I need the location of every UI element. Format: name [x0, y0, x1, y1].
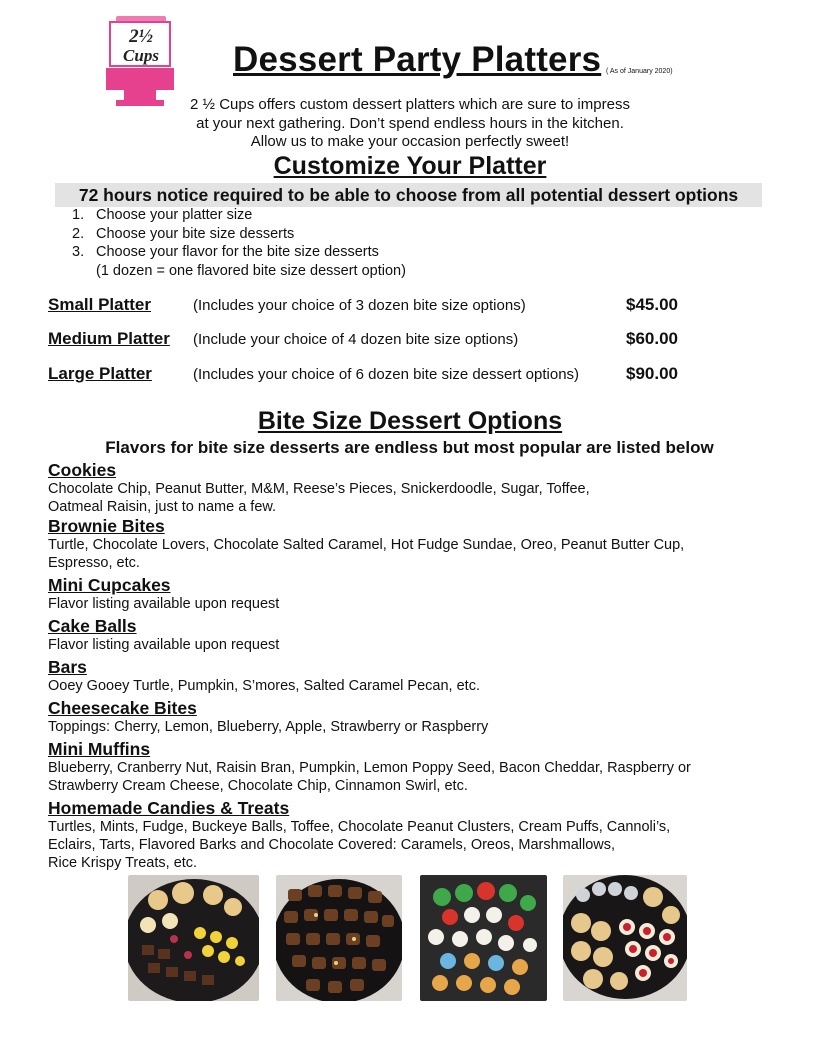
platter-desc: (Includes your choice of 6 dozen bite size dessert options): [193, 366, 580, 383]
intro-line: at your next gathering. Don’t spend endless hours in the kitchen.: [196, 114, 624, 132]
cupcakes-platter-photo: [420, 875, 547, 1001]
logo-text-bottom: Cups: [123, 46, 159, 65]
platter-name: Large Platter: [48, 364, 152, 383]
customize-heading: Customize Your Platter: [273, 152, 547, 180]
step-item: 3. Choose your flavor for the bite size desserts: [72, 244, 379, 260]
as-of-date: ( As of January 2020): [606, 68, 673, 75]
category-title: Bars: [48, 657, 87, 677]
category-text: Blueberry, Cranberry Nut, Raisin Bran, Pumpkin, Lemon Poppy Seed, Bacon Cheddar, Raspberry or Strawberry Cream Cheese, Chocolate Chip, Cinnamon Swirl, etc.: [48, 760, 691, 794]
category-title: Cheesecake Bites: [48, 698, 197, 718]
category-title: Homemade Candies & Treats: [48, 798, 290, 818]
options-subheading: Flavors for bite size desserts are endless but most popular are listed below: [105, 438, 714, 457]
options-heading: Bite Size Dessert Options: [257, 407, 563, 435]
notice-banner: 72 hours notice required to be able to choose from all potential dessert options: [55, 183, 762, 207]
cookies-cheesecake-platter-photo: [563, 875, 687, 1001]
categories-list: [48, 460, 778, 872]
platter-price: $60.00: [626, 329, 678, 348]
intro-line: Allow us to make your occasion perfectly sweet!: [250, 133, 570, 150]
category-text: Flavor listing available upon request: [48, 596, 280, 612]
category-text: Toppings: Cherry, Lemon, Blueberry, Apple, Strawberry or Raspberry: [48, 719, 489, 735]
category-title: Brownie Bites: [48, 516, 165, 536]
platter-desc: (Includes your choice of 3 dozen bite size options): [193, 297, 526, 314]
category-text: Ooey Gooey Turtle, Pumpkin, S’mores, Salted Caramel Pecan, etc.: [48, 678, 480, 694]
platter-desc: (Include your choice of 4 dozen bite size options): [193, 331, 519, 348]
intro-line: 2 ½ Cups offers custom dessert platters which are sure to impress: [190, 96, 630, 113]
platter-name: Small Platter: [48, 295, 151, 314]
step-item: 2. Choose your bite size desserts: [72, 225, 295, 242]
category-title: Cake Balls: [48, 616, 137, 636]
brownie-bites-platter-photo: [276, 875, 402, 1001]
steps-list: [72, 206, 406, 280]
category-text: Turtles, Mints, Fudge, Buckeye Balls, Toffee, Chocolate Peanut Clusters, Cream Puffs, Cannoli’s, Eclairs, Tarts, Flavored Barks and Chocolate Covered: Caramels, Oreos, Marshmallows, Rice Krispy Treats, etc.: [48, 819, 671, 871]
platter-name: Medium Platter: [48, 329, 170, 348]
intro-text: [150, 96, 670, 152]
logo-text-top: 2½: [129, 26, 153, 47]
platter-price: $45.00: [626, 295, 678, 314]
mixed-dessert-platter-photo: [128, 875, 259, 1001]
category-text: Chocolate Chip, Peanut Butter, M&M, Reese’s Pieces, Snickerdoodle, Sugar, Toffee, Oatmeal Raisin, just to name a few.: [48, 481, 590, 515]
category-title: Mini Muffins: [48, 739, 151, 759]
category-title: Cookies: [48, 460, 117, 480]
dozen-note: (1 dozen = one flavored bite size dessert option): [96, 262, 406, 279]
category-text: Turtle, Chocolate Lovers, Chocolate Salted Caramel, Hot Fudge Sundae, Oreo, Peanut Butter Cup, Espresso, etc.: [48, 537, 685, 571]
step-item: 1. Choose your platter size: [72, 207, 253, 223]
category-title: Mini Cupcakes: [48, 575, 171, 595]
platter-price: $90.00: [626, 364, 678, 383]
page-title: Dessert Party Platters: [233, 40, 602, 79]
category-text: Flavor listing available upon request: [48, 637, 280, 653]
